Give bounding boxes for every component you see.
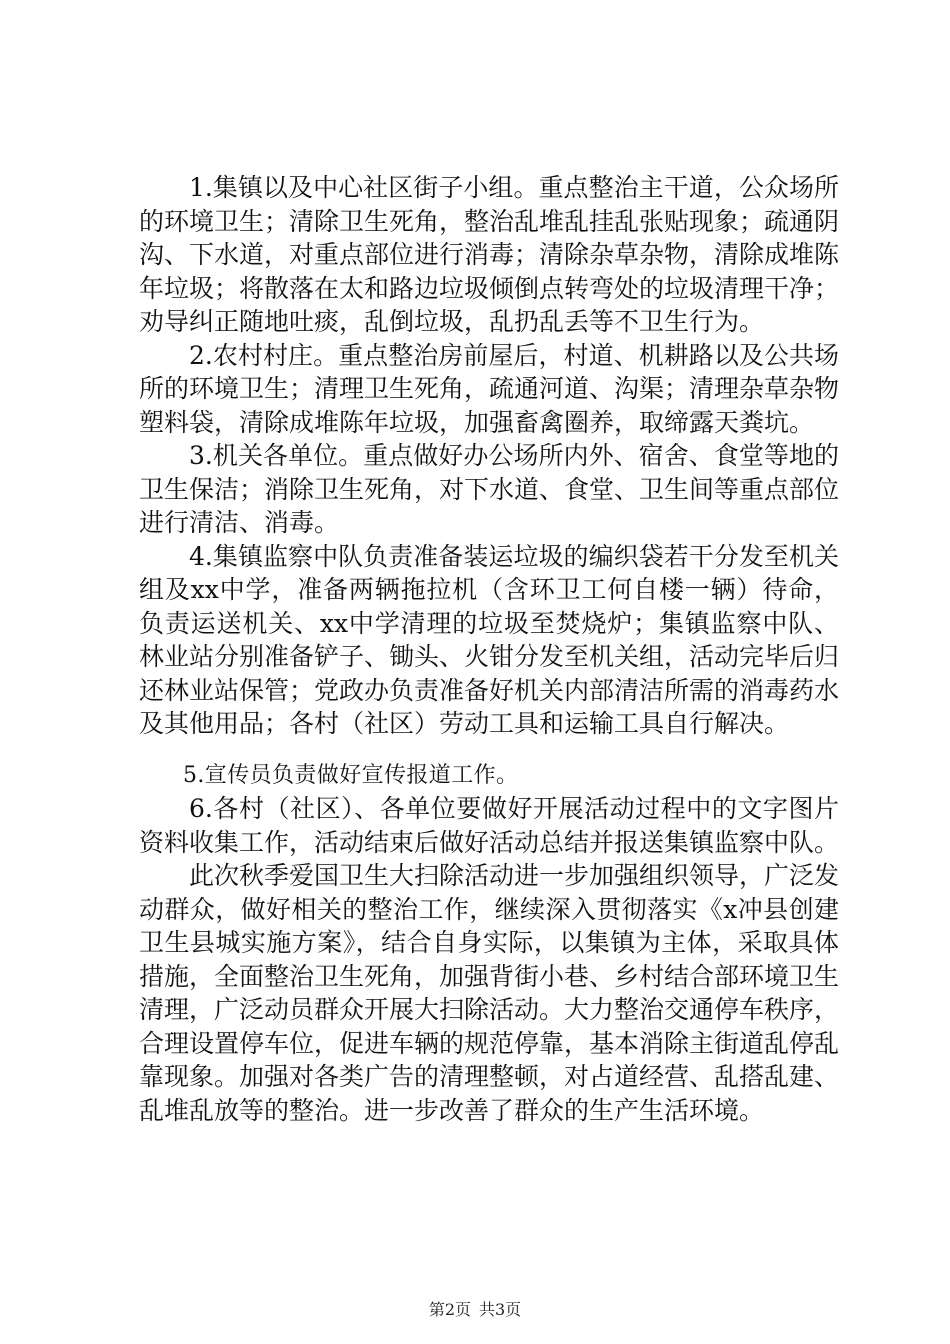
paragraph-item-4: 4.集镇监察中队负责准备装运垃圾的编织袋若干分发至机关组及xx中学，准备两辆拖拉机（含环卫工何自楼一辆）待命，负责运送机关、xx中学清理的垃圾至焚烧炉；集镇监察中队、林业站分别准备铲子、锄头、火钳分发至机关组，活动完毕后归还林业站保管；党政办负责准备好机关内部清洁所需的消毒药水及其他用品；各村（社区）劳动工具和运输工具自行解决。 [139, 541, 840, 738]
paragraph-item-5: 5.宣传员负责做好宣传报道工作。 [183, 762, 519, 788]
page-number: 第2页 [428, 1300, 471, 1319]
paragraph-item-1: 1.集镇以及中心社区街子小组。重点整治主干道，公众场所的环境卫生；清除卫生死角，整治乱堆乱挂乱张贴现象；疏通阴沟、下水道，对重点部位进行消毒；清除杂草杂物，清除成堆陈年垃圾；将散落在太和路边垃圾倾倒点转弯处的垃圾清理干净；劝导纠正随地吐痰，乱倒垃圾，乱扔乱丢等不卫生行为。 [139, 173, 840, 336]
page-total: 共3页 [479, 1300, 522, 1319]
paragraph-summary: 此次秋季爱国卫生大扫除活动进一步加强组织领导，广泛发动群众，做好相关的整治工作，继续深入贯彻落实《x冲县创建卫生县城实施方案》，结合自身实际，以集镇为主体，采取具体措施，全面整治卫生死角，加强背街小巷、乡村结合部环境卫生清理，广泛动员群众开展大扫除活动。大力整治交通停车秩序，合理设置停车位，促进车辆的规范停靠，基本消除主街道乱停乱靠现象。加强对各类广告的清理整顿，对占道经营、乱搭乱建、乱堆乱放等的整治。进一步改善了群众的生产生活环境。 [139, 861, 840, 1125]
paragraph-item-3: 3.机关各单位。重点做好办公场所内外、宿舍、食堂等地的卫生保洁；消除卫生死角，对下水道、食堂、卫生间等重点部位进行清洁、消毒。 [139, 441, 840, 537]
document-body [139, 171, 839, 1127]
paragraph-item-6: 6.各村（社区）、各单位要做好开展活动过程中的文字图片资料收集工作，活动结束后做好活动总结并报送集镇监察中队。 [139, 794, 840, 857]
page-footer [0, 1300, 950, 1320]
paragraph-item-2: 2.农村村庄。重点整治房前屋后，村道、机耕路以及公共场所的环境卫生；清理卫生死角，疏通河道、沟渠；清理杂草杂物塑料袋，清除成堆陈年垃圾，加强畜禽圈养，取缔露天粪坑。 [139, 340, 840, 437]
